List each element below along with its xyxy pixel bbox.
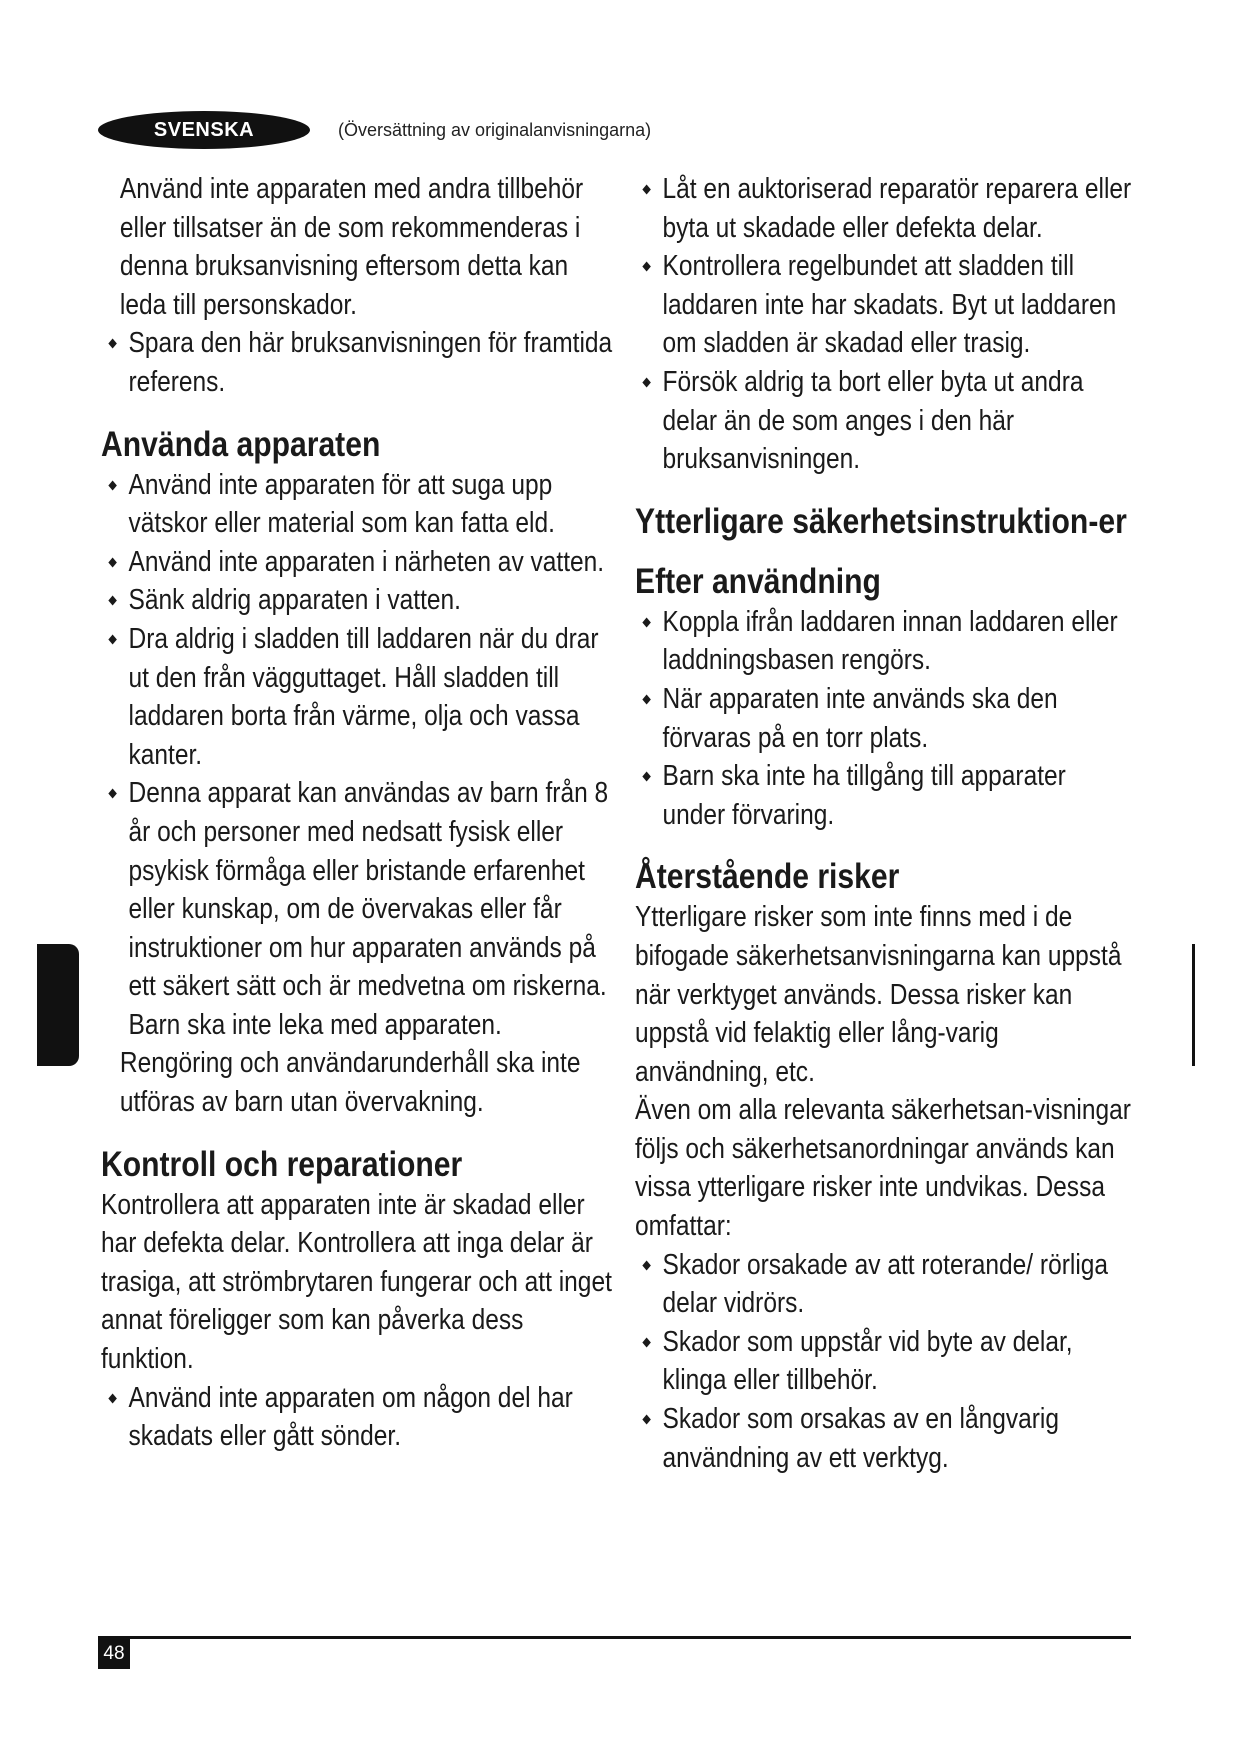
diamond-bullet-icon xyxy=(642,617,651,627)
repair-bullet-list xyxy=(635,170,1134,479)
residual-risks-paragraph-2: Även om alla relevanta säkerhetsan-visningar följs och säkerhetsanordningar används kan vissa ytterligare risker inte undvikas. Dessa omfattar: xyxy=(635,1094,1131,1243)
margin-marker-line xyxy=(1192,944,1195,1066)
list-item xyxy=(635,247,1134,363)
bullet-text: Kontrollera regelbundet att sladden till laddaren inte har skadats. Byt ut laddaren om sladden är skadad eller trasig. xyxy=(662,250,1117,360)
right-column xyxy=(635,170,1134,1477)
translation-note: (Översättning av originalanvisningarna) xyxy=(338,119,652,140)
bullet-text: Denna apparat kan användas av barn från 8 år och personer med nedsatt fysisk eller psykisk förmåga eller bristande erfarenhet eller kunskap, om de övervakas eller får instruktioner om hur apparaten används på ett säkert sätt och är medvetna om riskerna. Barn ska inte leka med apparaten. xyxy=(128,777,609,1041)
diamond-bullet-icon xyxy=(642,1260,651,1270)
list-item xyxy=(635,680,1134,757)
list-item xyxy=(101,324,621,401)
inspection-paragraph: Kontrollera att apparaten inte är skadad eller har defekta delar. Kontrollera att inga delar är trasiga, att strömbrytaren fungerar och att inget annat föreligger som kan påverka dess funktion. xyxy=(101,1188,612,1376)
bullet-text: Spara den här bruksanvisningen för framtida referens. xyxy=(128,327,613,398)
list-item xyxy=(635,1246,1134,1323)
residual-risks-bullet-list xyxy=(635,1246,1134,1478)
bullet-text: Barn ska inte ha tillgång till apparater under förvaring. xyxy=(662,760,1066,831)
diamond-bullet-icon xyxy=(108,634,117,644)
bullet-text: Sänk aldrig apparaten i vatten. xyxy=(128,584,461,617)
bullet-text: Använd inte apparaten om någon del har skadats eller gått sönder. xyxy=(128,1381,573,1453)
inspection-bullet-list xyxy=(101,1379,621,1456)
diamond-bullet-icon xyxy=(642,1415,651,1425)
section-heading-additional-safety: Ytterligare säkerhetsinstruktion-er xyxy=(635,501,1127,541)
bullet-text: Koppla ifrån laddaren innan laddaren eller laddningsbasen rengörs. xyxy=(662,605,1118,677)
diamond-bullet-icon xyxy=(642,1337,651,1347)
diamond-bullet-icon xyxy=(108,1393,117,1403)
diamond-bullet-icon xyxy=(642,262,651,272)
bullet-text: Skador orsakade av att roterande/ rörliga delar vidrörs. xyxy=(662,1248,1109,1320)
section-heading-residual-risks: Återstående risker xyxy=(635,857,900,897)
list-item xyxy=(635,1323,1134,1400)
list-item xyxy=(101,620,621,774)
diamond-bullet-icon xyxy=(108,480,117,490)
diamond-bullet-icon xyxy=(642,772,651,782)
list-item xyxy=(101,774,621,1044)
section-heading-inspection: Kontroll och reparationer xyxy=(101,1144,463,1184)
section-thumb-tab xyxy=(37,944,79,1066)
list-item xyxy=(101,581,621,620)
diamond-bullet-icon xyxy=(108,339,117,349)
diamond-bullet-icon xyxy=(108,789,117,799)
list-item xyxy=(635,603,1134,680)
bullet-text: Använd inte apparaten i närheten av vatten. xyxy=(128,545,605,578)
bullet-text: Skador som orsakas av en långvarig användning av ett verktyg. xyxy=(662,1403,1059,1474)
diamond-bullet-icon xyxy=(642,694,651,704)
after-use-bullet-list xyxy=(635,603,1134,835)
list-item xyxy=(101,466,621,543)
list-item xyxy=(635,363,1134,479)
bullet-text: Använd inte apparaten för att suga upp vätskor eller material som kan fatta eld. xyxy=(128,468,555,540)
bullet-text: När apparaten inte används ska den förvaras på en torr plats. xyxy=(662,682,1058,754)
intro-bullet-list xyxy=(101,324,621,401)
section-heading-after-use: Efter användning xyxy=(635,561,881,601)
diamond-bullet-icon xyxy=(108,596,117,606)
using-bullet-list xyxy=(101,466,621,1045)
list-item xyxy=(635,1400,1134,1477)
bullet-text: Försök aldrig ta bort eller byta ut andra delar än de som anges i den här bruksanvisningen. xyxy=(662,365,1084,476)
language-badge: SVENSKA xyxy=(98,111,310,149)
residual-risks-paragraph-1: Ytterligare risker som inte finns med i de bifogade säkerhetsanvisningarna kan uppstå när verktyget används. Dessa risker kan uppstå vid felaktig eller lång-varig användning, etc. xyxy=(635,901,1122,1088)
left-column xyxy=(101,170,621,1456)
list-item xyxy=(101,1379,621,1456)
section-heading-using: Använda apparaten xyxy=(101,424,381,464)
cleaning-note: Rengöring och användarunderhåll ska inte utföras av barn utan övervakning. xyxy=(119,1047,581,1119)
list-item xyxy=(101,543,621,582)
diamond-bullet-icon xyxy=(642,185,651,195)
list-item xyxy=(635,757,1134,834)
bullet-text: Låt en auktoriserad reparatör reparera eller byta ut skadade eller defekta delar. xyxy=(662,173,1132,244)
page-number: 48 xyxy=(98,1639,130,1669)
bullet-text: Dra aldrig i sladden till laddaren när du drar ut den från vägguttaget. Håll sladden till laddaren borta från värme, olja och vassa kanter. xyxy=(128,622,599,771)
page-header xyxy=(98,111,651,149)
bullet-text: Skador som uppstår vid byte av delar, klinga eller tillbehör. xyxy=(662,1325,1073,1397)
list-item xyxy=(635,170,1134,247)
footer-divider xyxy=(98,1636,1131,1639)
intro-paragraph: Använd inte apparaten med andra tillbehör eller tillsatser än de som rekommenderas i denna bruksanvisning eftersom detta kan leda till personskador. xyxy=(119,173,584,321)
diamond-bullet-icon xyxy=(642,378,651,388)
diamond-bullet-icon xyxy=(108,557,117,567)
